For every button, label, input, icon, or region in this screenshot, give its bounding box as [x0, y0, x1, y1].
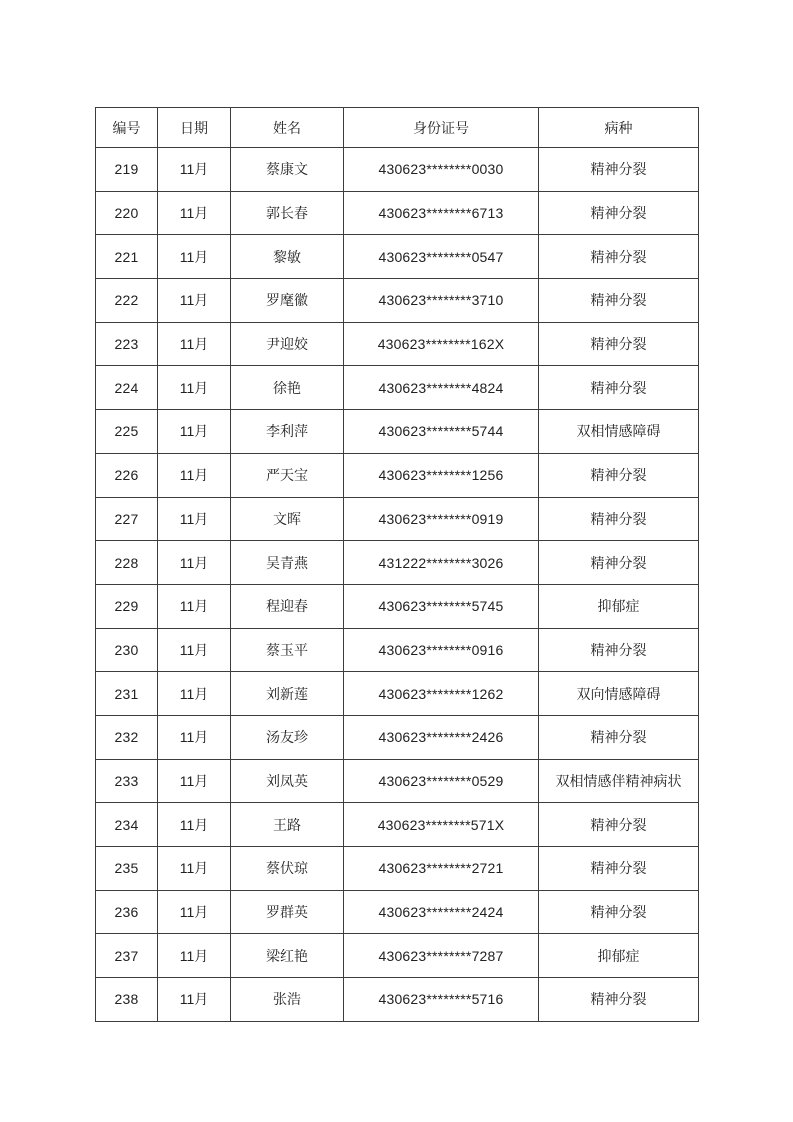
table-row — [96, 759, 699, 803]
cell-number: 219 — [96, 148, 158, 192]
cell-name: 蔡玉平 — [231, 628, 344, 672]
column-header-disease: 病种 — [539, 108, 699, 148]
cell-number: 220 — [96, 191, 158, 235]
cell-id-number: 430623********5744 — [344, 410, 539, 454]
cell-number: 224 — [96, 366, 158, 410]
cell-name: 徐艳 — [231, 366, 344, 410]
table-row — [96, 672, 699, 716]
patient-roster-table-wrap — [95, 107, 699, 1022]
cell-date: 11月 — [158, 890, 231, 934]
cell-date: 11月 — [158, 847, 231, 891]
cell-id-number: 430623********2426 — [344, 715, 539, 759]
cell-number: 229 — [96, 584, 158, 628]
column-header-name: 姓名 — [231, 108, 344, 148]
cell-number: 231 — [96, 672, 158, 716]
table-row — [96, 715, 699, 759]
column-header-date: 日期 — [158, 108, 231, 148]
cell-date: 11月 — [158, 715, 231, 759]
column-header-number: 编号 — [96, 108, 158, 148]
cell-disease: 精神分裂 — [539, 890, 699, 934]
cell-disease: 精神分裂 — [539, 978, 699, 1022]
cell-name: 黎敏 — [231, 235, 344, 279]
cell-number: 232 — [96, 715, 158, 759]
table-row — [96, 453, 699, 497]
table-row — [96, 497, 699, 541]
cell-id-number: 430623********5745 — [344, 584, 539, 628]
cell-date: 11月 — [158, 410, 231, 454]
cell-date: 11月 — [158, 672, 231, 716]
table-row — [96, 847, 699, 891]
cell-date: 11月 — [158, 453, 231, 497]
cell-id-number: 430623********6713 — [344, 191, 539, 235]
cell-number: 234 — [96, 803, 158, 847]
cell-number: 233 — [96, 759, 158, 803]
cell-number: 228 — [96, 541, 158, 585]
cell-name: 尹迎姣 — [231, 322, 344, 366]
table-header-row — [96, 108, 699, 148]
cell-date: 11月 — [158, 541, 231, 585]
cell-name: 梁红艳 — [231, 934, 344, 978]
cell-id-number: 430623********5716 — [344, 978, 539, 1022]
table-row — [96, 541, 699, 585]
table-row — [96, 890, 699, 934]
cell-disease: 精神分裂 — [539, 279, 699, 323]
cell-number: 223 — [96, 322, 158, 366]
cell-name: 罗麾徽 — [231, 279, 344, 323]
cell-name: 刘凤英 — [231, 759, 344, 803]
table-row — [96, 803, 699, 847]
cell-date: 11月 — [158, 279, 231, 323]
cell-number: 235 — [96, 847, 158, 891]
cell-disease: 精神分裂 — [539, 322, 699, 366]
table-row — [96, 279, 699, 323]
cell-number: 225 — [96, 410, 158, 454]
column-header-id-number: 身份证号 — [344, 108, 539, 148]
cell-name: 程迎春 — [231, 584, 344, 628]
cell-name: 张浩 — [231, 978, 344, 1022]
cell-name: 文晖 — [231, 497, 344, 541]
table-row — [96, 978, 699, 1022]
cell-number: 236 — [96, 890, 158, 934]
cell-date: 11月 — [158, 191, 231, 235]
cell-id-number: 430623********1256 — [344, 453, 539, 497]
table-header — [96, 108, 699, 148]
cell-name: 罗群英 — [231, 890, 344, 934]
cell-id-number: 430623********571X — [344, 803, 539, 847]
cell-disease: 精神分裂 — [539, 715, 699, 759]
cell-date: 11月 — [158, 366, 231, 410]
cell-date: 11月 — [158, 803, 231, 847]
cell-name: 王路 — [231, 803, 344, 847]
table-row — [96, 148, 699, 192]
cell-id-number: 430623********2424 — [344, 890, 539, 934]
cell-name: 刘新莲 — [231, 672, 344, 716]
cell-id-number: 430623********7287 — [344, 934, 539, 978]
table-row — [96, 410, 699, 454]
cell-name: 李利萍 — [231, 410, 344, 454]
cell-number: 226 — [96, 453, 158, 497]
cell-disease: 抑郁症 — [539, 934, 699, 978]
cell-number: 237 — [96, 934, 158, 978]
cell-disease: 精神分裂 — [539, 847, 699, 891]
cell-id-number: 431222********3026 — [344, 541, 539, 585]
table-row — [96, 628, 699, 672]
cell-date: 11月 — [158, 934, 231, 978]
cell-number: 238 — [96, 978, 158, 1022]
cell-id-number: 430623********162X — [344, 322, 539, 366]
cell-number: 221 — [96, 235, 158, 279]
cell-name: 蔡伏琼 — [231, 847, 344, 891]
cell-disease: 双相情感伴精神病状 — [539, 759, 699, 803]
cell-disease: 精神分裂 — [539, 366, 699, 410]
cell-date: 11月 — [158, 148, 231, 192]
cell-id-number: 430623********2721 — [344, 847, 539, 891]
cell-disease: 双相情感障碍 — [539, 410, 699, 454]
cell-disease: 精神分裂 — [539, 148, 699, 192]
cell-disease: 抑郁症 — [539, 584, 699, 628]
cell-number: 230 — [96, 628, 158, 672]
table-row — [96, 322, 699, 366]
cell-disease: 精神分裂 — [539, 453, 699, 497]
cell-name: 吴青燕 — [231, 541, 344, 585]
table-row — [96, 934, 699, 978]
cell-id-number: 430623********0916 — [344, 628, 539, 672]
cell-date: 11月 — [158, 628, 231, 672]
cell-date: 11月 — [158, 497, 231, 541]
cell-date: 11月 — [158, 978, 231, 1022]
table-row — [96, 191, 699, 235]
cell-date: 11月 — [158, 322, 231, 366]
patient-roster-table — [95, 107, 699, 1022]
cell-disease: 精神分裂 — [539, 541, 699, 585]
cell-disease: 精神分裂 — [539, 497, 699, 541]
cell-number: 227 — [96, 497, 158, 541]
table-row — [96, 235, 699, 279]
cell-name: 蔡康文 — [231, 148, 344, 192]
cell-date: 11月 — [158, 235, 231, 279]
table-row — [96, 584, 699, 628]
table-row — [96, 366, 699, 410]
cell-id-number: 430623********0547 — [344, 235, 539, 279]
cell-name: 汤友珍 — [231, 715, 344, 759]
cell-name: 严天宝 — [231, 453, 344, 497]
cell-date: 11月 — [158, 584, 231, 628]
cell-id-number: 430623********0030 — [344, 148, 539, 192]
cell-id-number: 430623********0919 — [344, 497, 539, 541]
cell-disease: 双向情感障碍 — [539, 672, 699, 716]
cell-number: 222 — [96, 279, 158, 323]
cell-id-number: 430623********4824 — [344, 366, 539, 410]
cell-id-number: 430623********1262 — [344, 672, 539, 716]
cell-id-number: 430623********3710 — [344, 279, 539, 323]
cell-disease: 精神分裂 — [539, 191, 699, 235]
table-body — [96, 148, 699, 1022]
cell-disease: 精神分裂 — [539, 235, 699, 279]
cell-disease: 精神分裂 — [539, 628, 699, 672]
cell-disease: 精神分裂 — [539, 803, 699, 847]
cell-name: 郭长春 — [231, 191, 344, 235]
cell-date: 11月 — [158, 759, 231, 803]
cell-id-number: 430623********0529 — [344, 759, 539, 803]
